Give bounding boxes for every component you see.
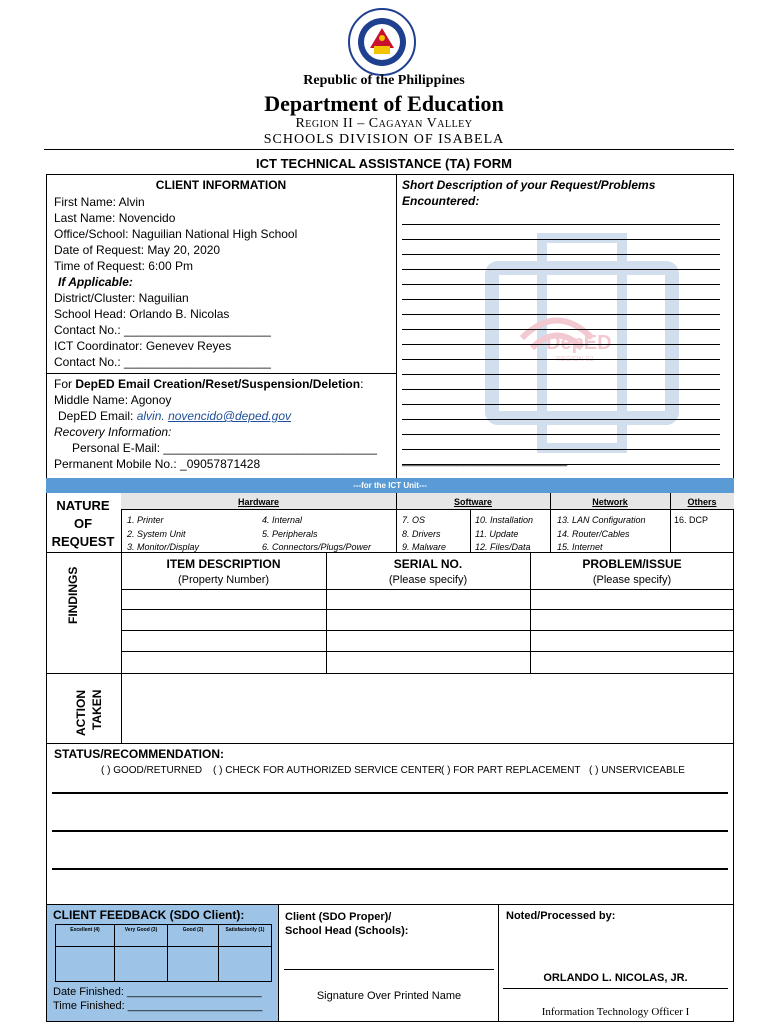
status-line <box>52 830 728 832</box>
top-divider <box>396 174 397 478</box>
status-option[interactable]: ( ) GOOD/RETURNED <box>101 765 203 776</box>
rating-good: Good (2) <box>182 927 204 933</box>
first-name-field: First Name: Alvin <box>54 195 145 209</box>
signature-divider <box>498 904 499 1022</box>
department-line: Department of Education <box>264 91 504 116</box>
watermark-brand: DepED <box>546 332 612 354</box>
ict-unit-bar: ---for the ICT Unit--- <box>46 478 734 493</box>
nature-item[interactable]: 13. LAN Configuration <box>557 515 646 525</box>
client-sig-line2: School Head (Schools): <box>285 925 409 937</box>
status-line <box>52 792 728 794</box>
client-info-heading: CLIENT INFORMATION <box>155 178 287 192</box>
network-col1 <box>557 514 646 555</box>
findings-col-serial-title: SERIAL NO. <box>393 557 463 571</box>
description-line[interactable] <box>402 330 720 345</box>
status-option[interactable]: ( ) UNSERVICEABLE <box>589 765 685 776</box>
deped-email-label: DepED Email: <box>58 409 137 423</box>
nature-item[interactable]: 16. DCP <box>674 515 709 525</box>
description-line[interactable] <box>402 390 720 405</box>
email-heading-suffix: : <box>360 377 364 391</box>
nature-item[interactable]: 2. System Unit <box>127 528 186 539</box>
client-email-divider <box>46 373 396 374</box>
findings-bottom-line <box>46 673 734 674</box>
deped-seal <box>343 8 421 76</box>
findings-row-line <box>121 651 734 652</box>
nature-item[interactable]: 9. Malware <box>402 542 447 552</box>
email-heading-text: DepED Email Creation/Reset/Suspension/Deletion <box>75 377 361 391</box>
nature-item[interactable]: 14. Router/Cables <box>557 528 630 539</box>
findings-row-line <box>121 630 734 631</box>
hardware-col2 <box>262 514 371 555</box>
nature-item[interactable]: 6. Connectors/Plugs/Power <box>262 542 372 552</box>
republic-line: Republic of the Philippines <box>303 73 465 88</box>
date-field: Date of Request: May 20, 2020 <box>54 243 221 257</box>
findings-row-line <box>121 589 734 590</box>
contact-field-1: Contact No.: ______________________ <box>54 323 271 337</box>
description-line[interactable] <box>402 255 720 270</box>
rating-very-good: Very Good (3) <box>124 927 158 933</box>
description-line[interactable] <box>402 300 720 315</box>
others-col1 <box>674 514 708 528</box>
feedback-heading: CLIENT FEEDBACK (SDO Client): <box>53 908 245 922</box>
noted-label: Noted/Processed by: <box>506 910 616 922</box>
cat-others-title: Others <box>687 497 717 507</box>
software-col1 <box>402 514 446 555</box>
deped-email-field <box>54 408 392 424</box>
description-line[interactable] <box>402 285 720 300</box>
region-line: Region II – Cagayan Valley <box>295 116 473 131</box>
software-col2 <box>475 514 533 555</box>
nature-label: NATURE OF REQUEST <box>51 498 115 549</box>
description-line[interactable] <box>402 270 720 285</box>
description-line[interactable] <box>402 375 720 390</box>
watermark-sub: REGION 02 <box>556 356 594 363</box>
description-line[interactable] <box>402 420 720 435</box>
header-rule <box>44 149 734 150</box>
nature-item[interactable]: 4. Internal <box>262 515 303 525</box>
findings-divider <box>121 553 122 673</box>
noted-title: Information Technology Officer I <box>541 1006 690 1018</box>
description-heading: Short Description of your Request/Problems Encountered: <box>402 178 656 208</box>
description-line[interactable] <box>402 240 720 255</box>
email-heading-prefix: For <box>54 377 76 391</box>
middle-name-field: Middle Name: Agonoy <box>54 393 172 407</box>
office-field: Office/School: Naguilian National High School <box>54 227 298 241</box>
findings-col-problem-sub: (Please specify) <box>592 574 672 586</box>
findings-col-serial-sub: (Please specify) <box>388 574 468 586</box>
personal-email-field: Personal E-Mail: ________________________________ <box>72 441 377 455</box>
status-option[interactable]: ( ) CHECK FOR AUTHORIZED SERVICE CENTER <box>213 765 442 776</box>
contact-field-2: Contact No.: ______________________ <box>54 355 271 369</box>
client-sig-line <box>284 969 494 970</box>
nature-item[interactable]: 1. Printer <box>127 515 164 525</box>
description-line[interactable] <box>402 315 720 330</box>
last-name-field: Last Name: Novencido <box>54 211 176 225</box>
cat-hardware-title: Hardware <box>237 497 280 507</box>
email-heading <box>54 376 392 392</box>
rating-excellent: Excellent (4) <box>70 927 100 933</box>
recovery-label: Recovery Information: <box>54 425 172 439</box>
action-divider <box>121 673 122 743</box>
noted-name: ORLANDO L. NICOLAS, JR. <box>543 972 688 984</box>
description-line[interactable] <box>402 405 720 420</box>
school-head-field: School Head: Orlando B. Nicolas <box>54 307 230 321</box>
nature-item[interactable]: 10. Installation <box>475 515 534 525</box>
status-option[interactable]: ( ) FOR PART REPLACEMENT <box>441 765 581 776</box>
noted-sig-line <box>503 988 728 989</box>
findings-col-sep-1 <box>326 553 327 673</box>
action-label-2: TAKEN <box>90 689 104 730</box>
description-line[interactable] <box>402 435 720 450</box>
action-bottom-line <box>46 743 734 744</box>
nature-item[interactable]: 15. Internet <box>557 542 603 552</box>
deped-email-link[interactable]: novencido@deped.gov <box>168 409 292 423</box>
description-line[interactable] <box>402 360 720 375</box>
nature-item[interactable]: 8. Drivers <box>402 528 441 539</box>
time-finished-field: Time Finished: ______________________ <box>53 1000 263 1012</box>
nature-item[interactable]: 11. Update <box>475 528 519 539</box>
status-heading: STATUS/RECOMMENDATION: <box>54 747 224 761</box>
email-section <box>54 376 392 472</box>
description-lines <box>402 210 720 465</box>
cat-network-title: Network <box>592 497 628 507</box>
rating-row-line <box>55 946 272 947</box>
nature-item[interactable]: 3. Monitor/Display <box>127 542 200 552</box>
if-applicable-label: If Applicable: <box>58 275 133 289</box>
cat-software-title: Software <box>453 497 492 507</box>
deped-email-value-a: alvin. <box>136 409 169 423</box>
description-line[interactable] <box>402 210 720 225</box>
ict-coordinator-field: ICT Coordinator: Genevev Reyes <box>54 339 232 353</box>
findings-col-sep-2 <box>530 553 531 673</box>
client-info-fields <box>54 194 392 370</box>
form-title: ICT TECHNICAL ASSISTANCE (TA) FORM <box>256 156 512 171</box>
findings-row-line <box>121 609 734 610</box>
nature-item[interactable]: 5. Peripherals <box>262 528 318 539</box>
findings-col-item-title: ITEM DESCRIPTION <box>166 557 281 571</box>
findings-col-problem-title: PROBLEM/ISSUE <box>582 557 682 571</box>
nature-item[interactable]: 7. OS <box>402 515 426 525</box>
findings-col-item-sub: (Property Number) <box>177 574 270 586</box>
description-line[interactable] <box>402 345 720 360</box>
description-last-line: ___________________________ <box>402 455 568 467</box>
action-label-1: ACTION <box>74 690 88 736</box>
nature-item[interactable]: 12. Files/Data <box>475 542 531 552</box>
time-field: Time of Request: 6:00 Pm <box>54 259 193 273</box>
date-finished-field: Date Finished: ______________________ <box>53 986 262 998</box>
software-inner-sep <box>470 510 471 553</box>
hardware-col1 <box>127 514 199 555</box>
permanent-mobile-field: Permanent Mobile No.: _09057871428 <box>54 457 261 471</box>
description-line[interactable] <box>402 225 720 240</box>
client-sig-line1: Client (SDO Proper)/ <box>285 911 392 923</box>
division-line: SCHOOLS DIVISION OF ISABELA <box>263 132 505 147</box>
rating-satisfactorily: Satisfactorily (1) <box>225 927 265 933</box>
district-field: District/Cluster: Naguilian <box>54 291 189 305</box>
findings-label: FINDINGS <box>66 566 80 624</box>
status-line <box>52 868 728 870</box>
client-sig-label <box>285 910 408 938</box>
client-sig-caption: Signature Over Printed Name <box>316 990 462 1002</box>
